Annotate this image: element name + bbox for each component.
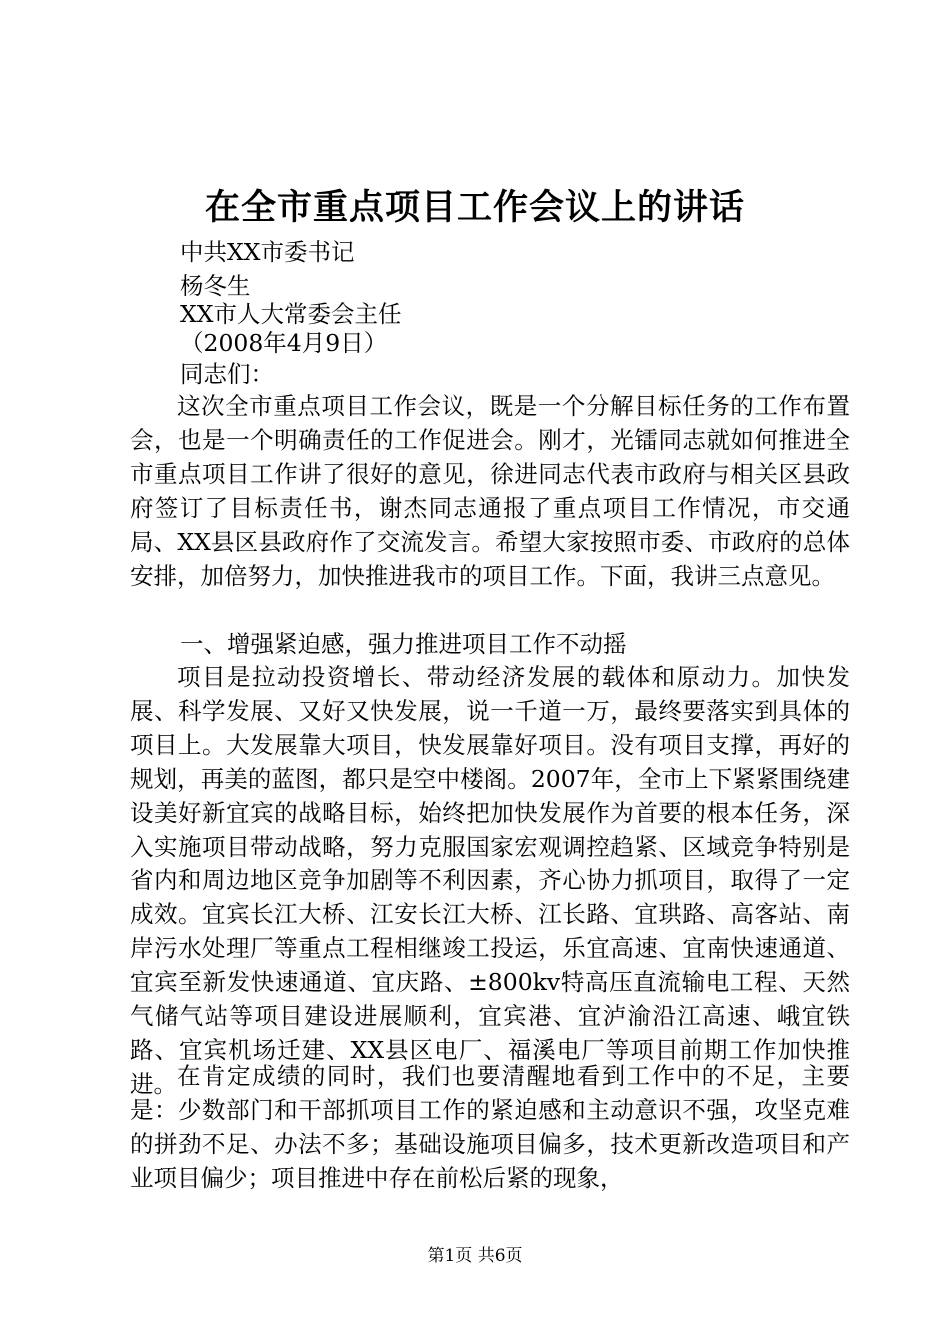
author-title: XX市人大常委会主任 bbox=[180, 300, 402, 328]
author-name: 杨冬生 bbox=[180, 272, 251, 300]
page-footer: 第1页 共6页 bbox=[427, 1246, 523, 1266]
page-title: 在全市重点项目工作会议上的讲话 bbox=[204, 187, 745, 228]
author-org: 中共XX市委书记 bbox=[180, 238, 355, 266]
paragraph-projects: 项目是拉动投资增长、带动经济发展的载体和原动力。加快发展、科学发展、又好又快发展，说一千道一万，最终要落实到具体的项目上。大发展靠大项目，快发展靠好项目。没有项目支撑，再好的规划，再美的蓝图，都只是空中楼阁。2007年，全市上下紧紧围绕建设美好新宜宾的战略目标，始终把加快发展作为首要的根本任务，深入实施项目带动战略，努力克服国家宏观调控趋紧、区域竞争特别是省内和周边地区竞争加剧等不利因素，齐心协力抓项目，取得了一定成效。宜宾长江大桥、江安长江大桥、江长路、宜珙路、高客站、南岸污水处理厂等重点工程相继竣工投运，乐宜高速、宜南快速通道、宜宾至新发快速通道、宜庆路、±800kv特高压直流输电工程、天然气储气站等项目建设进展顺利，宜宾港、宜泸渝沿江高速、峨宜铁路、宜宾机场迁建、XX县区电厂、福溪电厂等项目前期工作加快推进。 bbox=[130, 663, 850, 1098]
paragraph-intro: 这次全市重点项目工作会议，既是一个分解目标任务的工作布置会，也是一个明确责任的工作促进会。刚才，光镭同志就如何推进全市重点项目工作讲了很好的意见，徐进同志代表市政府与相关区县政府签订了目标责任书，谢杰同志通报了重点项目工作情况，市交通局、XX县区县政府作了交流发言。希望大家按照市委、市政府的总体安排，加倍努力，加快推进我市的项目工作。下面，我讲三点意见。 bbox=[130, 392, 850, 590]
salutation: 同志们： bbox=[180, 360, 274, 388]
speech-date: （2008年4月9日） bbox=[180, 329, 388, 357]
paragraph-shortcomings: 在肯定成绩的同时，我们也要清醒地看到工作中的不足，主要是：少数部门和干部抓项目工作的紧迫感和主动意识不强，攻坚克难的拼劲不足、办法不多；基础设施项目偏多，技术更新改造项目和产业项目偏少；项目推进中存在前松后紧的现象， bbox=[130, 1062, 850, 1192]
section-heading-1: 一、增强紧迫感，强力推进项目工作不动摇 bbox=[180, 630, 627, 658]
